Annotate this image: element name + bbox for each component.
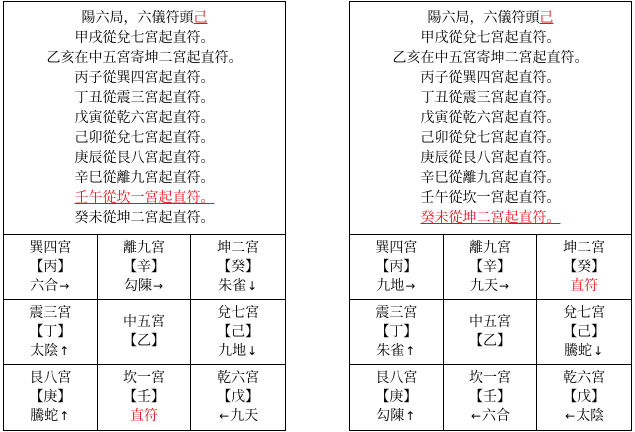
rule-line <box>350 48 631 68</box>
star-god-name: 六合 <box>482 408 511 424</box>
heavenly-stem: 【乙】 <box>122 333 165 349</box>
heavenly-stem: 【己】 <box>217 323 260 340</box>
palace-name: 巽四宮 <box>375 239 418 256</box>
arrow-right-icon: → <box>405 278 416 293</box>
arrow-left-icon: ← <box>565 409 576 423</box>
star-god-line <box>376 407 416 426</box>
rule-line <box>350 8 631 28</box>
palace-cell <box>98 235 192 300</box>
highlighted-rule-line <box>350 208 631 228</box>
palace-name: 艮八宮 <box>375 370 418 386</box>
rule-line-text: 丙子從巽四宮起直符。 <box>74 70 215 86</box>
rule-line <box>350 188 631 208</box>
rule-line-text: 丁丑從震三宮起直符。 <box>420 90 561 106</box>
arrow-up-icon: ↑ <box>59 343 70 358</box>
heavenly-stem: 【癸】 <box>563 258 606 275</box>
rule-line-text: 庚辰從艮八宮起直符。 <box>74 150 215 166</box>
palace-name: 兌七宮 <box>217 304 260 321</box>
palace-name: 離九宮 <box>122 239 165 256</box>
palace-cell <box>191 235 285 300</box>
palace-name: 坎一宮 <box>468 370 511 386</box>
palace-name: 中五宮 <box>468 314 511 330</box>
rule-line <box>4 48 285 68</box>
star-god-line <box>130 407 158 426</box>
heavenly-stem: 【丁】 <box>375 323 418 340</box>
rule-line-text: 丁丑從震三宮起直符。 <box>74 90 215 106</box>
star-god-name: 騰蛇 <box>564 342 593 359</box>
star-god-name: 勾陳 <box>123 277 152 294</box>
rule-line <box>350 168 631 188</box>
rule-line-text: 壬午從坎一宮起直符。 <box>420 190 561 206</box>
star-god-name: 九天 <box>230 408 259 424</box>
star-god-name: 太陰 <box>576 408 605 424</box>
heavenly-stem: 【壬】 <box>122 389 165 405</box>
qimen-chart-left <box>3 1 286 431</box>
arrow-down-icon: ↓ <box>247 343 258 358</box>
star-god-line <box>564 342 604 361</box>
rule-line <box>350 68 631 88</box>
star-god-line <box>218 342 258 361</box>
star-god-line <box>564 407 604 426</box>
palace-name: 兌七宮 <box>563 304 606 321</box>
heavenly-stem: 【丁】 <box>29 323 72 340</box>
heavenly-stem: 【壬】 <box>468 389 511 405</box>
arrow-up-icon: ↑ <box>405 343 416 358</box>
rule-line-text: 己卯從兌七宮起直符。 <box>420 130 561 146</box>
palace-cell <box>98 365 192 430</box>
palace-cell <box>350 365 444 430</box>
heavenly-stem: 【庚】 <box>29 389 72 405</box>
heavenly-stem: 【丙】 <box>375 258 418 275</box>
heavenly-stem: 【庚】 <box>375 389 418 405</box>
palace-cell <box>191 365 285 430</box>
heavenly-stem: 【辛】 <box>122 258 165 275</box>
rule-line <box>350 128 631 148</box>
star-god-line <box>124 277 164 296</box>
palace-cell <box>191 300 285 365</box>
palace-cell <box>537 235 631 300</box>
heavenly-stem: 【辛】 <box>468 258 511 275</box>
palace-name: 乾六宮 <box>563 370 606 386</box>
rule-line-text: 癸未從坤二宮起直符。 <box>74 210 215 226</box>
nine-palace-grid <box>4 235 285 430</box>
rule-line <box>4 168 285 188</box>
rule-line-text: 陽六局，六儀符頭 <box>427 10 540 26</box>
star-god-line <box>218 277 258 296</box>
arrow-right-icon: → <box>498 278 510 293</box>
star-god-name: 六合 <box>30 277 59 294</box>
rule-line-text: 辛巳從離九宮起直符。 <box>420 170 561 186</box>
palace-name: 離九宮 <box>468 239 511 256</box>
star-god-name: 九地 <box>376 277 405 294</box>
palace-cell <box>350 235 444 300</box>
rule-line-text: 甲戌從兌七宮起直符。 <box>420 30 561 46</box>
rule-line-text: 乙亥在中五宮寄坤二宮起直符。 <box>46 50 243 66</box>
star-god-line <box>30 407 70 426</box>
zhifu-marker: 直符 <box>570 277 599 294</box>
rule-line <box>4 68 285 88</box>
rule-line-text: 陽六局，六儀符頭 <box>81 10 194 26</box>
star-god-line <box>376 342 416 361</box>
palace-cell <box>350 300 444 365</box>
leader-stem-highlight: 己 <box>193 10 208 26</box>
star-god-line <box>30 342 70 361</box>
rule-line <box>4 148 285 168</box>
palace-name: 坤二宮 <box>217 239 260 256</box>
palace-cell <box>537 300 631 365</box>
star-god-line <box>30 277 70 296</box>
heavenly-stem: 【丙】 <box>29 258 72 275</box>
arrow-down-icon: ↓ <box>593 343 604 358</box>
palace-name: 坤二宮 <box>563 239 606 256</box>
rules-text-block <box>4 2 285 235</box>
rules-text-block <box>350 2 631 235</box>
heavenly-stem: 【戊】 <box>563 389 606 405</box>
palace-cell <box>4 365 98 430</box>
rule-line-text: 戊寅從乾六宮起直符。 <box>74 110 215 126</box>
palace-name: 乾六宮 <box>217 370 260 386</box>
star-god-name: 朱雀 <box>376 342 405 359</box>
rule-line <box>350 148 631 168</box>
rule-line-text: 戊寅從乾六宮起直符。 <box>420 110 561 126</box>
palace-name: 中五宮 <box>122 314 165 330</box>
rule-line <box>350 88 631 108</box>
heavenly-stem: 【戊】 <box>217 389 260 405</box>
heavenly-stem: 【乙】 <box>468 333 511 349</box>
rule-line <box>4 108 285 128</box>
palace-name: 艮八宮 <box>29 370 72 386</box>
arrow-right-icon: → <box>59 278 70 293</box>
palace-name: 巽四宮 <box>29 239 72 256</box>
rule-line-text: 庚辰從艮八宮起直符。 <box>420 150 561 166</box>
rule-line <box>4 88 285 108</box>
star-god-line <box>570 277 598 296</box>
rule-line <box>4 8 285 28</box>
palace-name: 震三宮 <box>375 304 418 321</box>
rule-line <box>350 28 631 48</box>
rule-line <box>350 108 631 128</box>
star-god-name: 勾陳 <box>376 408 405 424</box>
nine-palace-grid <box>350 235 631 430</box>
star-god-name: 朱雀 <box>218 277 247 294</box>
star-god-name: 九地 <box>218 342 247 359</box>
arrow-down-icon: ↓ <box>247 278 258 293</box>
palace-cell <box>98 300 192 365</box>
arrow-up-icon: ↑ <box>59 409 70 423</box>
heavenly-stem: 【癸】 <box>217 258 260 275</box>
zhifu-marker: 直符 <box>129 408 158 424</box>
arrow-right-icon: → <box>152 278 164 293</box>
rule-line-text: 乙亥在中五宮寄坤二宮起直符。 <box>392 50 589 66</box>
arrow-left-icon: ← <box>470 409 482 423</box>
star-god-name: 太陰 <box>30 342 59 359</box>
palace-cell <box>444 300 538 365</box>
rule-line-text: 癸未從坤二宮起直符。 <box>420 210 561 226</box>
leader-stem-highlight: 己 <box>539 10 554 26</box>
qimen-chart-right <box>349 1 632 431</box>
palace-cell <box>4 300 98 365</box>
palace-cell <box>4 235 98 300</box>
star-god-name: 騰蛇 <box>30 408 59 424</box>
palace-name: 坎一宮 <box>122 370 165 386</box>
palace-name: 震三宮 <box>29 304 72 321</box>
star-god-line <box>376 277 416 296</box>
rule-line <box>4 128 285 148</box>
star-god-line <box>470 277 510 296</box>
star-god-line <box>470 407 510 426</box>
arrow-up-icon: ↑ <box>405 409 416 423</box>
palace-cell <box>444 235 538 300</box>
rule-line <box>4 208 285 228</box>
rule-line-text: 甲戌從兌七宮起直符。 <box>74 30 215 46</box>
rule-line <box>4 28 285 48</box>
rule-line-text: 壬午從坎一宮起直符。 <box>74 190 215 206</box>
palace-cell <box>444 365 538 430</box>
arrow-left-icon: ← <box>219 409 230 423</box>
highlighted-rule-line <box>4 188 285 208</box>
star-god-name: 九天 <box>469 277 498 294</box>
rule-line-text: 辛巳從離九宮起直符。 <box>74 170 215 186</box>
star-god-line <box>218 407 258 426</box>
rule-line-text: 丙子從巽四宮起直符。 <box>420 70 561 86</box>
heavenly-stem: 【己】 <box>563 323 606 340</box>
rule-line-text: 己卯從兌七宮起直符。 <box>74 130 215 146</box>
palace-cell <box>537 365 631 430</box>
